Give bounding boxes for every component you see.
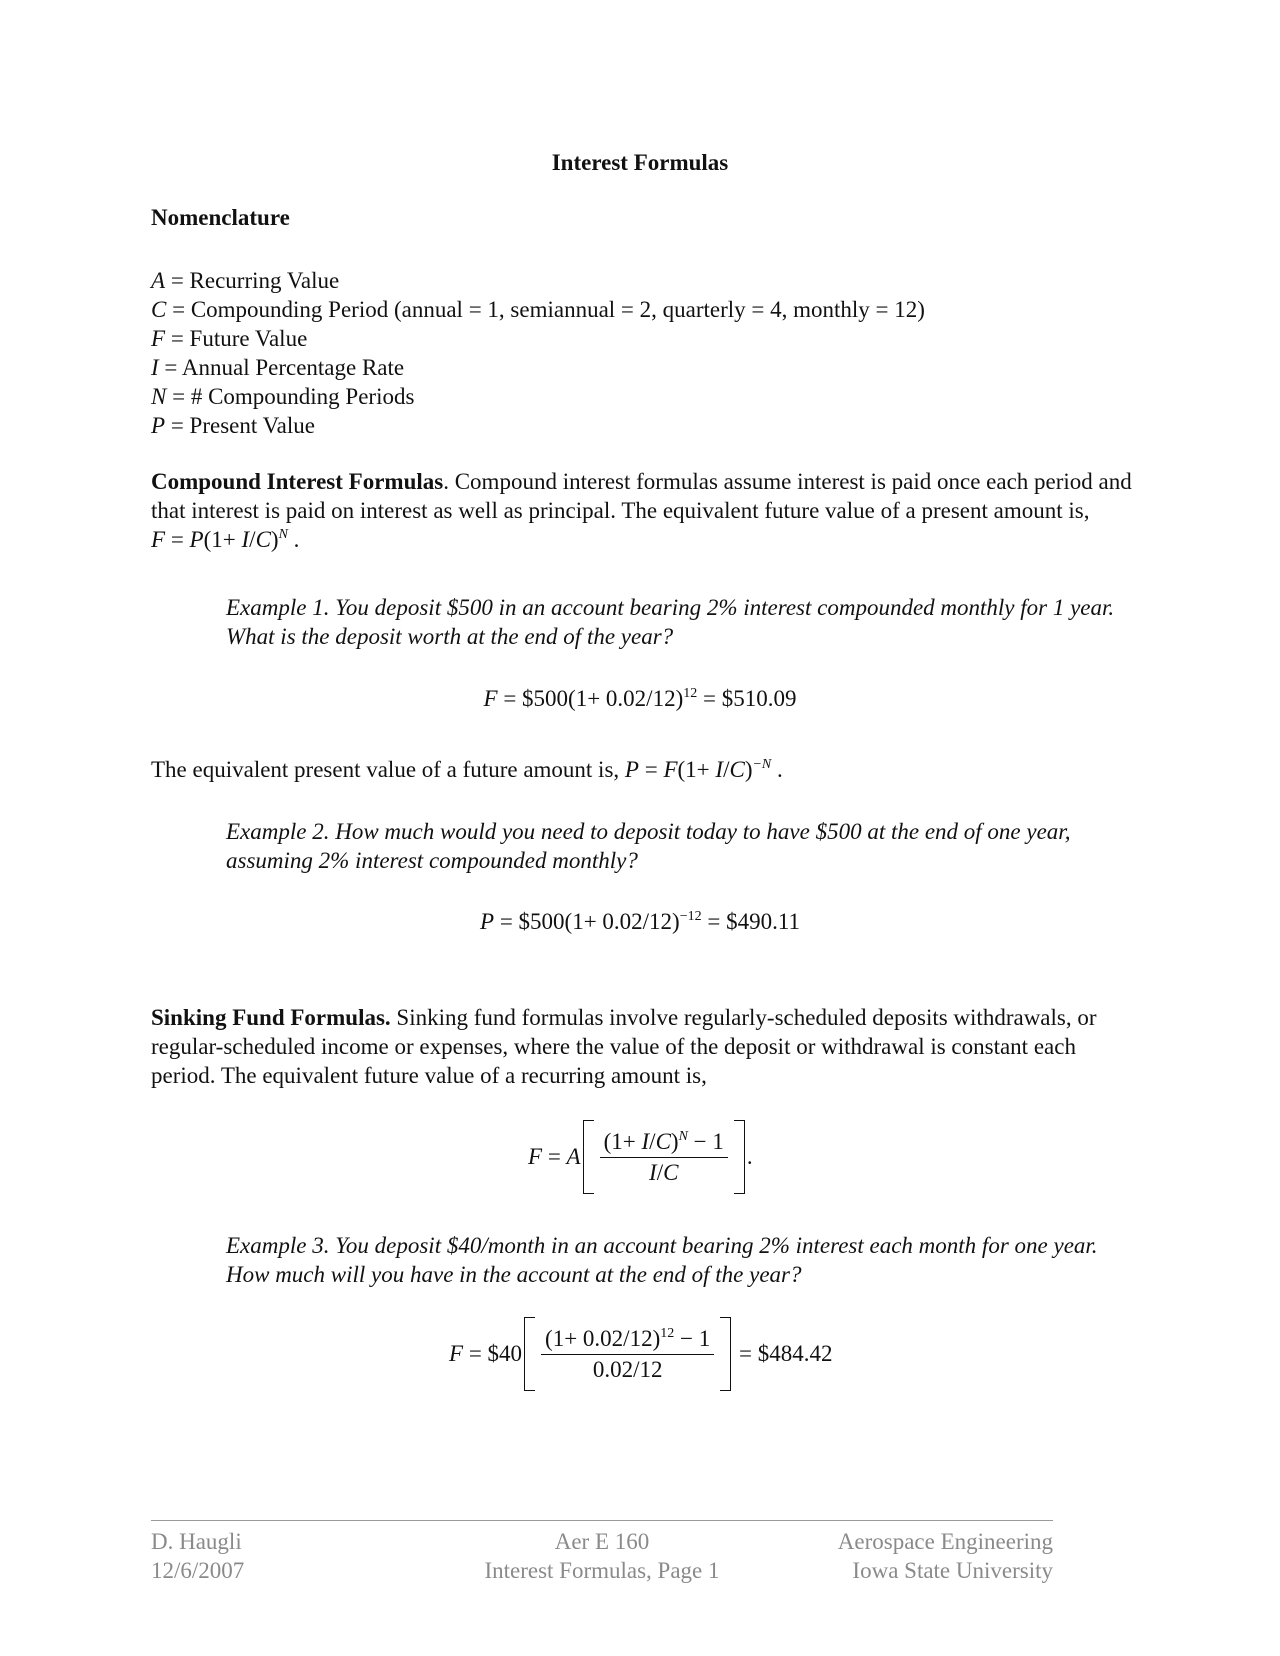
footer-right [753,1527,1053,1585]
footer-page-number: Interest Formulas, Page 1 [484,1558,720,1583]
footer-course: Aer E 160 [554,1529,650,1554]
sinking-fund-paragraph: Sinking Fund Formulas. Sinking fund formulas involve regularly-scheduled deposits withdrawals, or regular-scheduled income or expenses, where the value of the deposit or withdrawal is constant each period. The equivalent future value of a recurring amount is, [151,1005,1097,1088]
nomenclature-item: F = Future Value [151,326,308,351]
example-1-equation: F = $500(1+ 0.02/12)$^{12}$ = $510.09 [483,686,797,711]
fraction-numerator: $(1+ 0.02/12)^{12} - 1$ [541,1326,714,1355]
fraction [600,1129,728,1186]
right-bracket [720,1317,731,1391]
footer-divider [151,1520,1053,1521]
nomenclature-item: N = # Compounding Periods [151,384,415,409]
fraction [541,1326,714,1383]
sinking-fund-heading: Sinking Fund Formulas. [151,1005,391,1030]
nomenclature-list [151,266,925,440]
fraction-denominator: I/C [649,1159,679,1185]
nomenclature-item: A = Recurring Value [151,268,340,293]
compound-interest-paragraph: Compound Interest Formulas. Compound interest formulas assume interest is paid once each period and that interest is paid on interest as well as principal. The equivalent future value of a present amount is, $F = P(1+ I/C)^N$ . [151,469,1132,552]
example-2-equation: P = $500(1+ 0.02/12)$^{-12}$ = $490.11 [480,909,800,934]
present-value-formula: $P = F(1+ I/C)^{-N}$ . [624,757,783,782]
footer-date: 12/6/2007 [151,1558,245,1583]
footer-author: D. Haugli [151,1529,242,1554]
example-3-equation: F = $40 $\frac{(1+ 0.02/12)^{12} - 1}{0.02/12}$ = $484.42 [449,1317,832,1391]
footer-university: Iowa State University [852,1558,1053,1583]
right-bracket [734,1120,745,1194]
example-1-text: Example 1. You deposit $500 in an account bearing 2% interest compounded monthly for 1 year. What is the deposit worth at the end of the year? [226,595,1115,649]
nomenclature-item: C = Compounding Period (annual = 1, semiannual = 2, quarterly = 4, monthly = 12) [151,297,925,322]
fraction-denominator: 0.02/12 [592,1356,663,1382]
nomenclature-heading: Nomenclature [151,205,290,230]
nomenclature-item: P = Present Value [151,413,315,438]
compound-interest-heading: Compound Interest Formulas [151,469,444,494]
future-value-formula: $F = P(1+ I/C)^N$ . [151,527,300,552]
nomenclature-item: I = Annual Percentage Rate [151,355,405,380]
example-2-text: Example 2. How much would you need to deposit today to have $500 at the end of one year, assuming 2% interest compounded monthly? [226,819,1071,873]
present-value-paragraph: The equivalent present value of a future amount is, $P = F(1+ I/C)^{-N}$ . [151,757,783,782]
example-3-text: Example 3. You deposit $40/month in an account bearing 2% interest each month for one year. How much will you have in the account at the end of the year? [226,1233,1098,1287]
left-bracket [524,1317,535,1391]
fraction-numerator: $(1+ I/C)^N - 1$ [600,1129,728,1158]
sinking-fund-formula: F = A $\frac{(1+ I/C)^N - 1}{I/C}$ . [528,1120,753,1194]
footer-department: Aerospace Engineering [837,1529,1053,1554]
left-bracket [583,1120,594,1194]
page-title: Interest Formulas [551,150,729,175]
footer-center [452,1527,752,1585]
footer-left [151,1527,244,1585]
